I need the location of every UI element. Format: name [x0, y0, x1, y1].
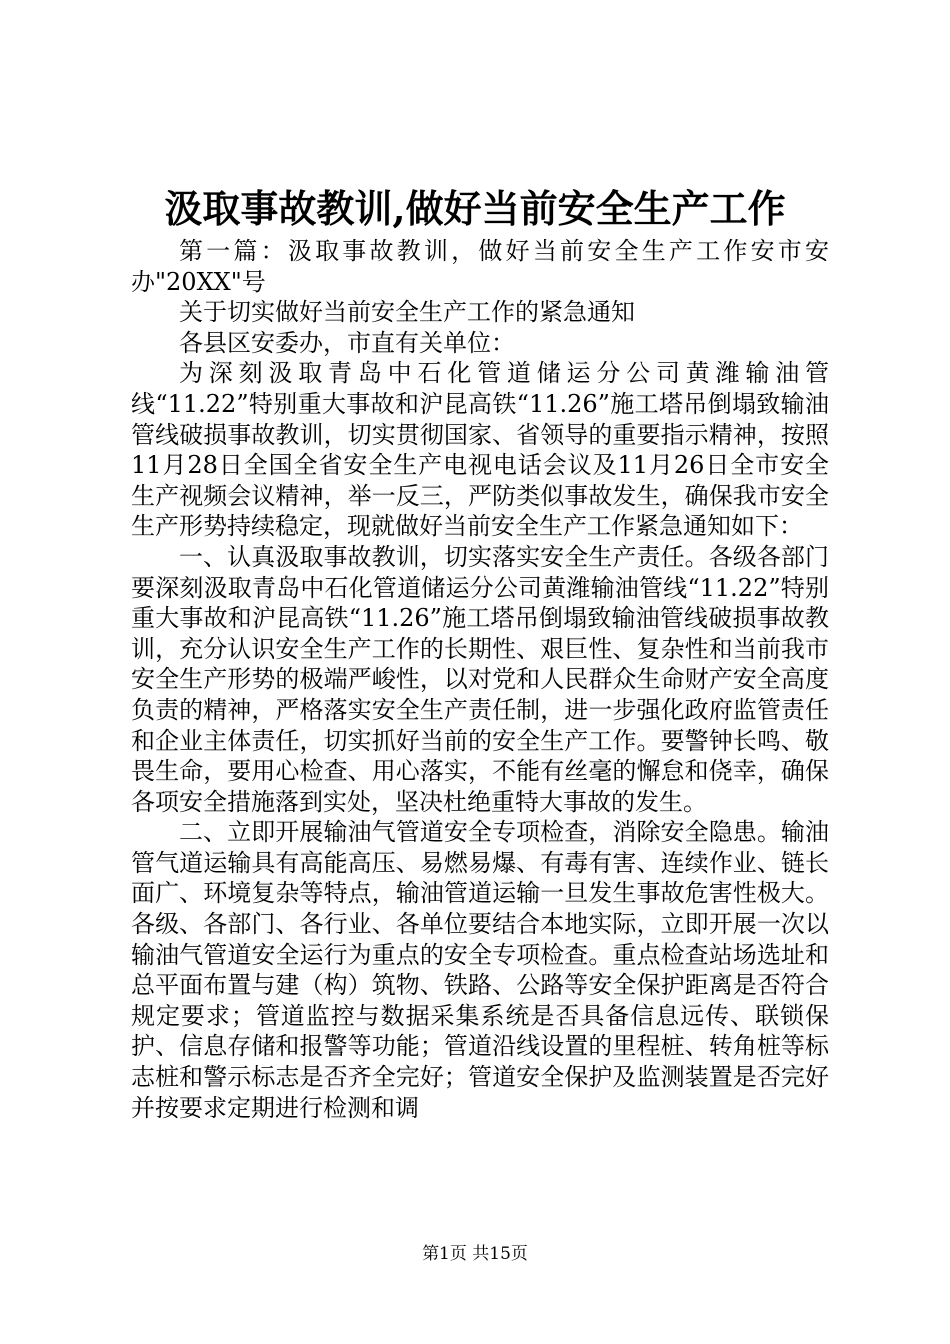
paragraph-addressee: 各县区安委办，市直有关单位：	[179, 328, 515, 357]
page-footer: 第1页 共15页	[422, 1244, 528, 1264]
document-title: 汲取事故教训,做好当前安全生产工作	[164, 186, 786, 231]
paragraph-intro: 第一篇：汲取事故教训，做好当前安全生产工作安市安办"20XX"号	[131, 237, 829, 296]
paragraph-notice-title: 关于切实做好当前安全生产工作的紧急通知	[179, 298, 635, 327]
document-body	[131, 236, 829, 1123]
paragraph-section-1: 一、认真汲取事故教训，切实落实安全生产责任。各级各部门要深刻汲取青岛中石化管道储运分公司黄潍输油管线“11.22”特别重大事故和沪昆高铁“11.26”施工塔吊倒塌致输油管线破损事故教训，充分认识安全生产工作的长期性、艰巨性、复杂性和当前我市安全生产形势的极端严峻性，以对党和人民群众生命财产安全高度负责的精神，严格落实安全生产责任制，进一步强化政府监管责任和企业主体责任，切实抓好当前的安全生产工作。要警钟长鸣、敬畏生命，要用心检查、用心落实，不能有丝毫的懈怠和侥幸，确保各项安全措施落到实处，坚决杜绝重特大事故的发生。	[131, 542, 829, 816]
paragraph-section-2: 二、立即开展输油气管道安全专项检查，消除安全隐患。输油管气道运输具有高能高压、易燃易爆、有毒有害、连续作业、链长面广、环境复杂等特点，输油管道运输一旦发生事故危害性极大。各级、各部门、各行业、各单位要结合本地实际，立即开展一次以输油气管道安全运行为重点的安全专项检查。重点检查站场选址和总平面布置与建（构）筑物、铁路、公路等安全保护距离是否符合规定要求；管道监控与数据采集系统是否具备信息远传、联锁保护、信息存储和报警等功能；管道沿线设置的里程桩、转角桩等标志桩和警示标志是否齐全完好；管道安全保护及监测装置是否完好并按要求定期进行检测和调	[131, 818, 829, 1122]
paragraph-preamble: 为深刻汲取青岛中石化管道储运分公司黄潍输油管线“11.22”特别重大事故和沪昆高铁“11.26”施工塔吊倒塌致输油管线破损事故教训，切实贯彻国家、省领导的重要指示精神，按照11月28日全国全省安全生产电视电话会议及11月26日全市安全生产视频会议精神，举一反三，严防类似事故发生，确保我市安全生产形势持续稳定，现就做好当前安全生产工作紧急通知如下：	[131, 359, 829, 541]
